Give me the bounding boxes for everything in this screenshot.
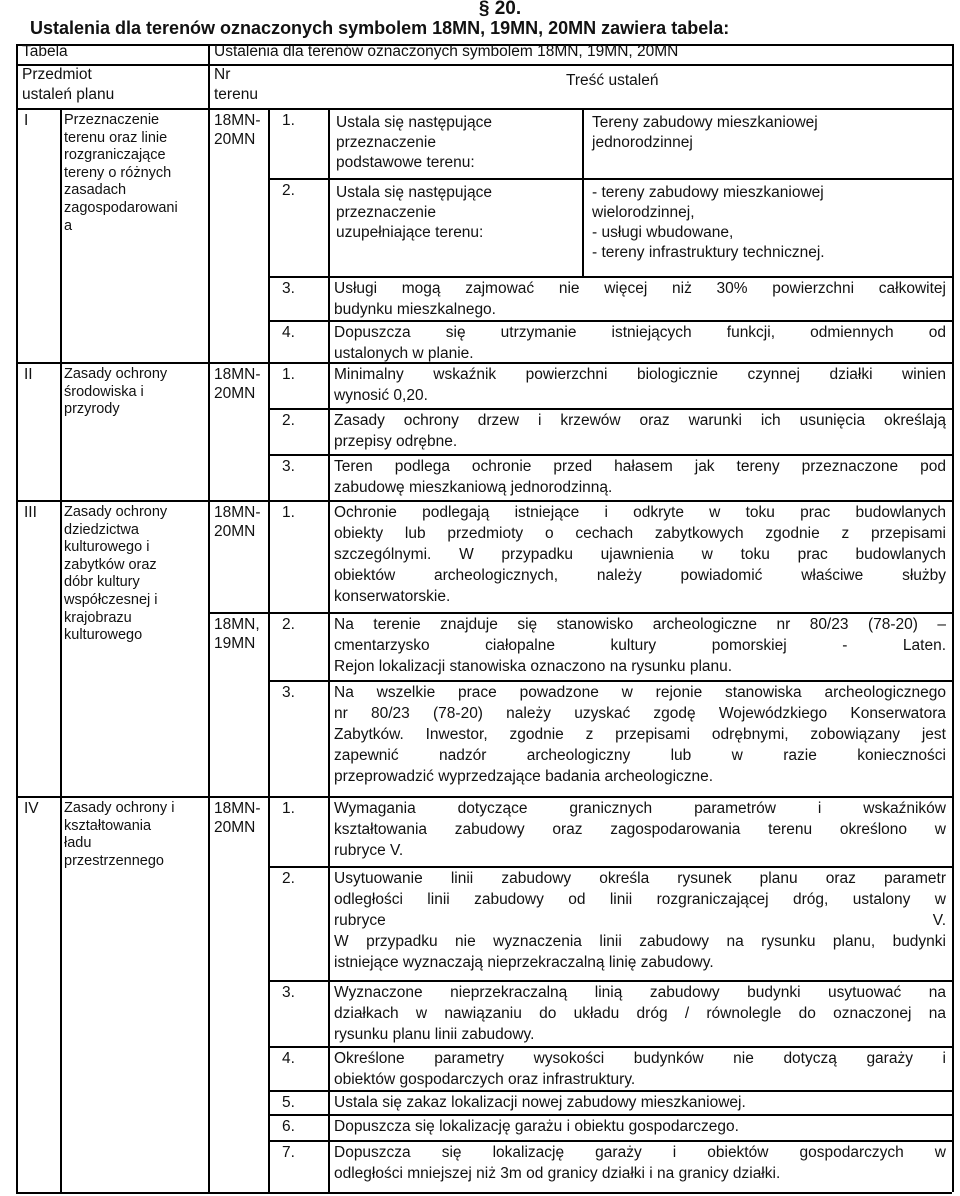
text-line: obiektów gospodarczych oraz infrastruktury. bbox=[334, 1071, 636, 1088]
item-number: 2. bbox=[282, 870, 295, 887]
table-rule bbox=[208, 44, 210, 1192]
item-number: 2. bbox=[282, 412, 295, 429]
text-line: Wymagania dotyczące granicznych parametrów i wskaźników bbox=[334, 800, 946, 817]
section-subject: Przeznaczenie bbox=[64, 112, 160, 128]
text-line: Zasady ochrony drzew i krzewów oraz warunki ich usunięcia określają bbox=[334, 412, 946, 429]
section-subject: rozgraniczające bbox=[64, 147, 166, 164]
section-subject: środowiska i bbox=[64, 383, 144, 400]
item-left: przeznaczenie bbox=[336, 204, 436, 221]
item-left: podstawowe terenu: bbox=[336, 154, 475, 171]
section-area: 18MN- bbox=[214, 800, 261, 817]
text-line: rubryce V. bbox=[334, 842, 404, 859]
section-subject: zasadach bbox=[64, 182, 127, 199]
text-line: Dopuszcza się utrzymanie istniejących funkcji, odmiennych od bbox=[334, 324, 946, 341]
text-line: Dopuszcza się lokalizację garażu i obiektu gospodarczego. bbox=[334, 1118, 739, 1135]
item-text bbox=[334, 502, 946, 607]
section-subject: przestrzennego bbox=[64, 852, 164, 869]
item-number: 2. bbox=[282, 616, 295, 633]
section-subject: zabytków oraz bbox=[64, 556, 157, 573]
text-line: Na terenie znajduje się stanowisko archeologiczne nr 80/23 (78-20) – bbox=[334, 616, 946, 633]
text-line: odległości linii zabudowy od linii rozgraniczającej dróg, ustalony w bbox=[334, 891, 946, 908]
section-subject: dóbr kultury bbox=[64, 574, 140, 591]
header-area: Nr bbox=[214, 66, 231, 83]
item-number: 4. bbox=[282, 324, 295, 341]
item-number: 6. bbox=[282, 1118, 295, 1135]
item-text bbox=[334, 322, 946, 364]
item-left: Ustala się następujące bbox=[336, 184, 492, 201]
section-subject: tereny o różnych bbox=[64, 164, 172, 181]
text-line: Ochronie podlegają istniejące i odkryte w toku prac budowlanych bbox=[334, 504, 946, 521]
item-number: 3. bbox=[282, 280, 295, 297]
table-rule bbox=[208, 612, 268, 614]
item-text bbox=[334, 1048, 946, 1090]
table-rule bbox=[268, 178, 952, 180]
section-roman: III bbox=[24, 504, 37, 521]
section-subject: Zasady ochrony i bbox=[64, 800, 175, 816]
section-subject: kulturowego i bbox=[64, 539, 150, 556]
paragraph-number: § 20. bbox=[478, 0, 522, 19]
text-line: Na wszelkie prace powadzone w rejonie stanowiska archeologicznego bbox=[334, 684, 946, 701]
section-subject: Zasady ochrony bbox=[64, 366, 168, 382]
section-area: 18MN- bbox=[214, 504, 261, 521]
text-line: wynosić 0,20. bbox=[334, 387, 428, 404]
text-line: Ustala się zakaz lokalizacji nowej zabudowy mieszkaniowej. bbox=[334, 1094, 746, 1111]
item-number: 3. bbox=[282, 684, 295, 701]
page-heading: Ustalenia dla terenów oznaczonych symbolem 18MN, 19MN, 20MN zawiera tabela: bbox=[30, 18, 730, 38]
header-tabela: Tabela bbox=[22, 43, 68, 60]
table-rule bbox=[16, 44, 18, 1192]
section-area: 20MN bbox=[214, 131, 256, 148]
text-line: rysunku planu linii zabudowy. bbox=[334, 1026, 535, 1043]
section-roman: IV bbox=[24, 800, 39, 817]
item-text bbox=[334, 682, 946, 787]
text-line: przepisy odrębne. bbox=[334, 433, 458, 450]
text-line: zabudowę mieszkaniową jednorodzinną. bbox=[334, 479, 613, 496]
item-right: Tereny zabudowy mieszkaniowej bbox=[592, 114, 818, 131]
item-number: 5. bbox=[282, 1094, 295, 1111]
text-line: budynku mieszkalnego. bbox=[334, 301, 496, 318]
section-subject: krajobrazu bbox=[64, 609, 132, 626]
text-line: konserwatorskie. bbox=[334, 588, 451, 605]
section-area: 18MN- bbox=[214, 112, 261, 129]
item-right: wielorodzinnej, bbox=[592, 204, 695, 221]
section-area: 20MN bbox=[214, 385, 256, 402]
text-line: Usługi mogą zajmować nie więcej niż 30% powierzchni całkowitej bbox=[334, 280, 946, 297]
item-number: 3. bbox=[282, 984, 295, 1001]
item-number: 1. bbox=[282, 800, 295, 817]
item-left: przeznaczenie bbox=[336, 134, 436, 151]
section-area: 18MN, bbox=[214, 616, 260, 633]
item-text bbox=[334, 1092, 946, 1113]
item-number: 2. bbox=[282, 182, 295, 199]
header-subject: ustaleń planu bbox=[22, 86, 115, 103]
item-left: uzupełniające terenu: bbox=[336, 224, 484, 241]
section-roman: I bbox=[24, 112, 29, 129]
section-subject: przyrody bbox=[64, 401, 120, 418]
item-number: 4. bbox=[282, 1050, 295, 1067]
text-line: Teren podlega ochronie przed hałasem jak tereny przeznaczone pod bbox=[334, 458, 946, 475]
item-text bbox=[334, 278, 946, 320]
item-right: - tereny zabudowy mieszkaniowej bbox=[592, 184, 824, 201]
header-caption: Ustalenia dla terenów oznaczonych symbolem 18MN, 19MN, 20MN bbox=[214, 43, 679, 60]
item-text bbox=[334, 410, 946, 452]
header-subject: Przedmiot bbox=[22, 66, 92, 83]
table-rule bbox=[268, 108, 270, 1192]
table-rule bbox=[16, 108, 952, 110]
item-number: 7. bbox=[282, 1144, 295, 1161]
table-rule bbox=[16, 64, 952, 66]
text-line: zapewnić nadzór archeologiczny lub w razie konieczności bbox=[334, 747, 946, 764]
text-line: Minimalny wskaźnik powierzchni biologicznie czynnej działki winien bbox=[334, 366, 946, 383]
section-area: 20MN bbox=[214, 523, 256, 540]
item-right: - usługi wbudowane, bbox=[592, 224, 734, 241]
section-subject: ładu bbox=[64, 835, 92, 852]
table-rule bbox=[328, 108, 330, 1192]
text-line: działkach w nawiązaniu do układu dróg / równolegle do oznaczonej na bbox=[334, 1005, 946, 1022]
text-line: Wyznaczone nieprzekraczalną linią zabudowy budynki usytuować na bbox=[334, 984, 946, 1001]
item-right: - tereny infrastruktury technicznej. bbox=[592, 244, 825, 261]
section-area: 19MN bbox=[214, 635, 256, 652]
item-left: Ustala się następujące bbox=[336, 114, 492, 131]
text-line: Dopuszcza się lokalizację garaży i obiektów gospodarczych w bbox=[334, 1144, 946, 1161]
item-text bbox=[334, 868, 946, 973]
item-text bbox=[334, 614, 946, 677]
text-line: Określone parametry wysokości budynków nie dotyczą garaży i bbox=[334, 1050, 946, 1067]
section-subject: dziedzictwa bbox=[64, 521, 139, 538]
text-line: szczególnymi. W przypadku ujawnienia w toku prac budowlanych bbox=[334, 546, 946, 563]
text-line: ustalonych w planie. bbox=[334, 345, 474, 362]
item-text bbox=[334, 1116, 946, 1137]
section-roman: II bbox=[24, 366, 33, 383]
item-text bbox=[334, 364, 946, 406]
text-line: cmentarzysko ciałopalne kultury pomorskiej - Laten. bbox=[334, 637, 946, 654]
section-subject: współczesnej i bbox=[64, 592, 158, 608]
item-number: 1. bbox=[282, 366, 295, 383]
section-area: 20MN bbox=[214, 819, 256, 836]
text-line: W przypadku nie wyznaczenia linii zabudowy na rysunku planu, budynki bbox=[334, 933, 946, 950]
section-subject: a bbox=[64, 217, 73, 234]
header-area: terenu bbox=[214, 86, 258, 103]
text-line: nr 80/23 (78-20) należy uzyskać zgodę Wojewódzkiego Konserwatora bbox=[334, 705, 946, 722]
table-rule bbox=[952, 44, 954, 1192]
section-subject: kształtowania bbox=[64, 817, 152, 834]
item-number: 1. bbox=[282, 504, 295, 521]
section-subject: terenu oraz linie bbox=[64, 129, 168, 146]
text-line: przeprowadzić wyprzedzające badania archeologiczne. bbox=[334, 768, 714, 785]
item-text bbox=[334, 1142, 946, 1184]
text-line: Rejon lokalizacji stanowiska oznaczono na rysunku planu. bbox=[334, 658, 733, 675]
item-number: 3. bbox=[282, 458, 295, 475]
item-text bbox=[334, 798, 946, 861]
item-right: jednorodzinnej bbox=[592, 134, 693, 151]
section-subject: kulturowego bbox=[64, 627, 143, 644]
item-text bbox=[334, 456, 946, 498]
text-line: obiektów archeologicznych, należy powiadomić właściwe służby bbox=[334, 567, 946, 584]
section-subject: zagospodarowani bbox=[64, 200, 178, 216]
section-area: 18MN- bbox=[214, 366, 261, 383]
text-line: Usytuowanie linii zabudowy określa rysunek planu oraz parametr bbox=[334, 870, 946, 887]
text-line: odległości mniejszej niż 3m od granicy działki i na granicy działki. bbox=[334, 1165, 781, 1182]
header-content: Treść ustaleń bbox=[566, 72, 659, 89]
text-line: kształtowania zabudowy oraz zagospodarowania terenu określono w bbox=[334, 821, 946, 838]
text-line: obiekty lub przedmioty o cechach zabytkowych zgodnie z przepisami bbox=[334, 525, 946, 542]
item-number: 1. bbox=[282, 112, 295, 129]
text-line: istniejące wyznaczają nieprzekraczalną linię zabudowy. bbox=[334, 954, 714, 971]
table-rule bbox=[582, 108, 584, 276]
text-line: rubryce V. bbox=[334, 912, 946, 929]
section-subject: Zasady ochrony bbox=[64, 504, 168, 520]
item-text bbox=[334, 982, 946, 1045]
text-line: Zabytków. Inwestor, zgodnie z przepisami odrębnymi, zobowiązany jest bbox=[334, 726, 946, 743]
table-rule bbox=[16, 1192, 952, 1194]
table-rule bbox=[60, 108, 62, 1192]
